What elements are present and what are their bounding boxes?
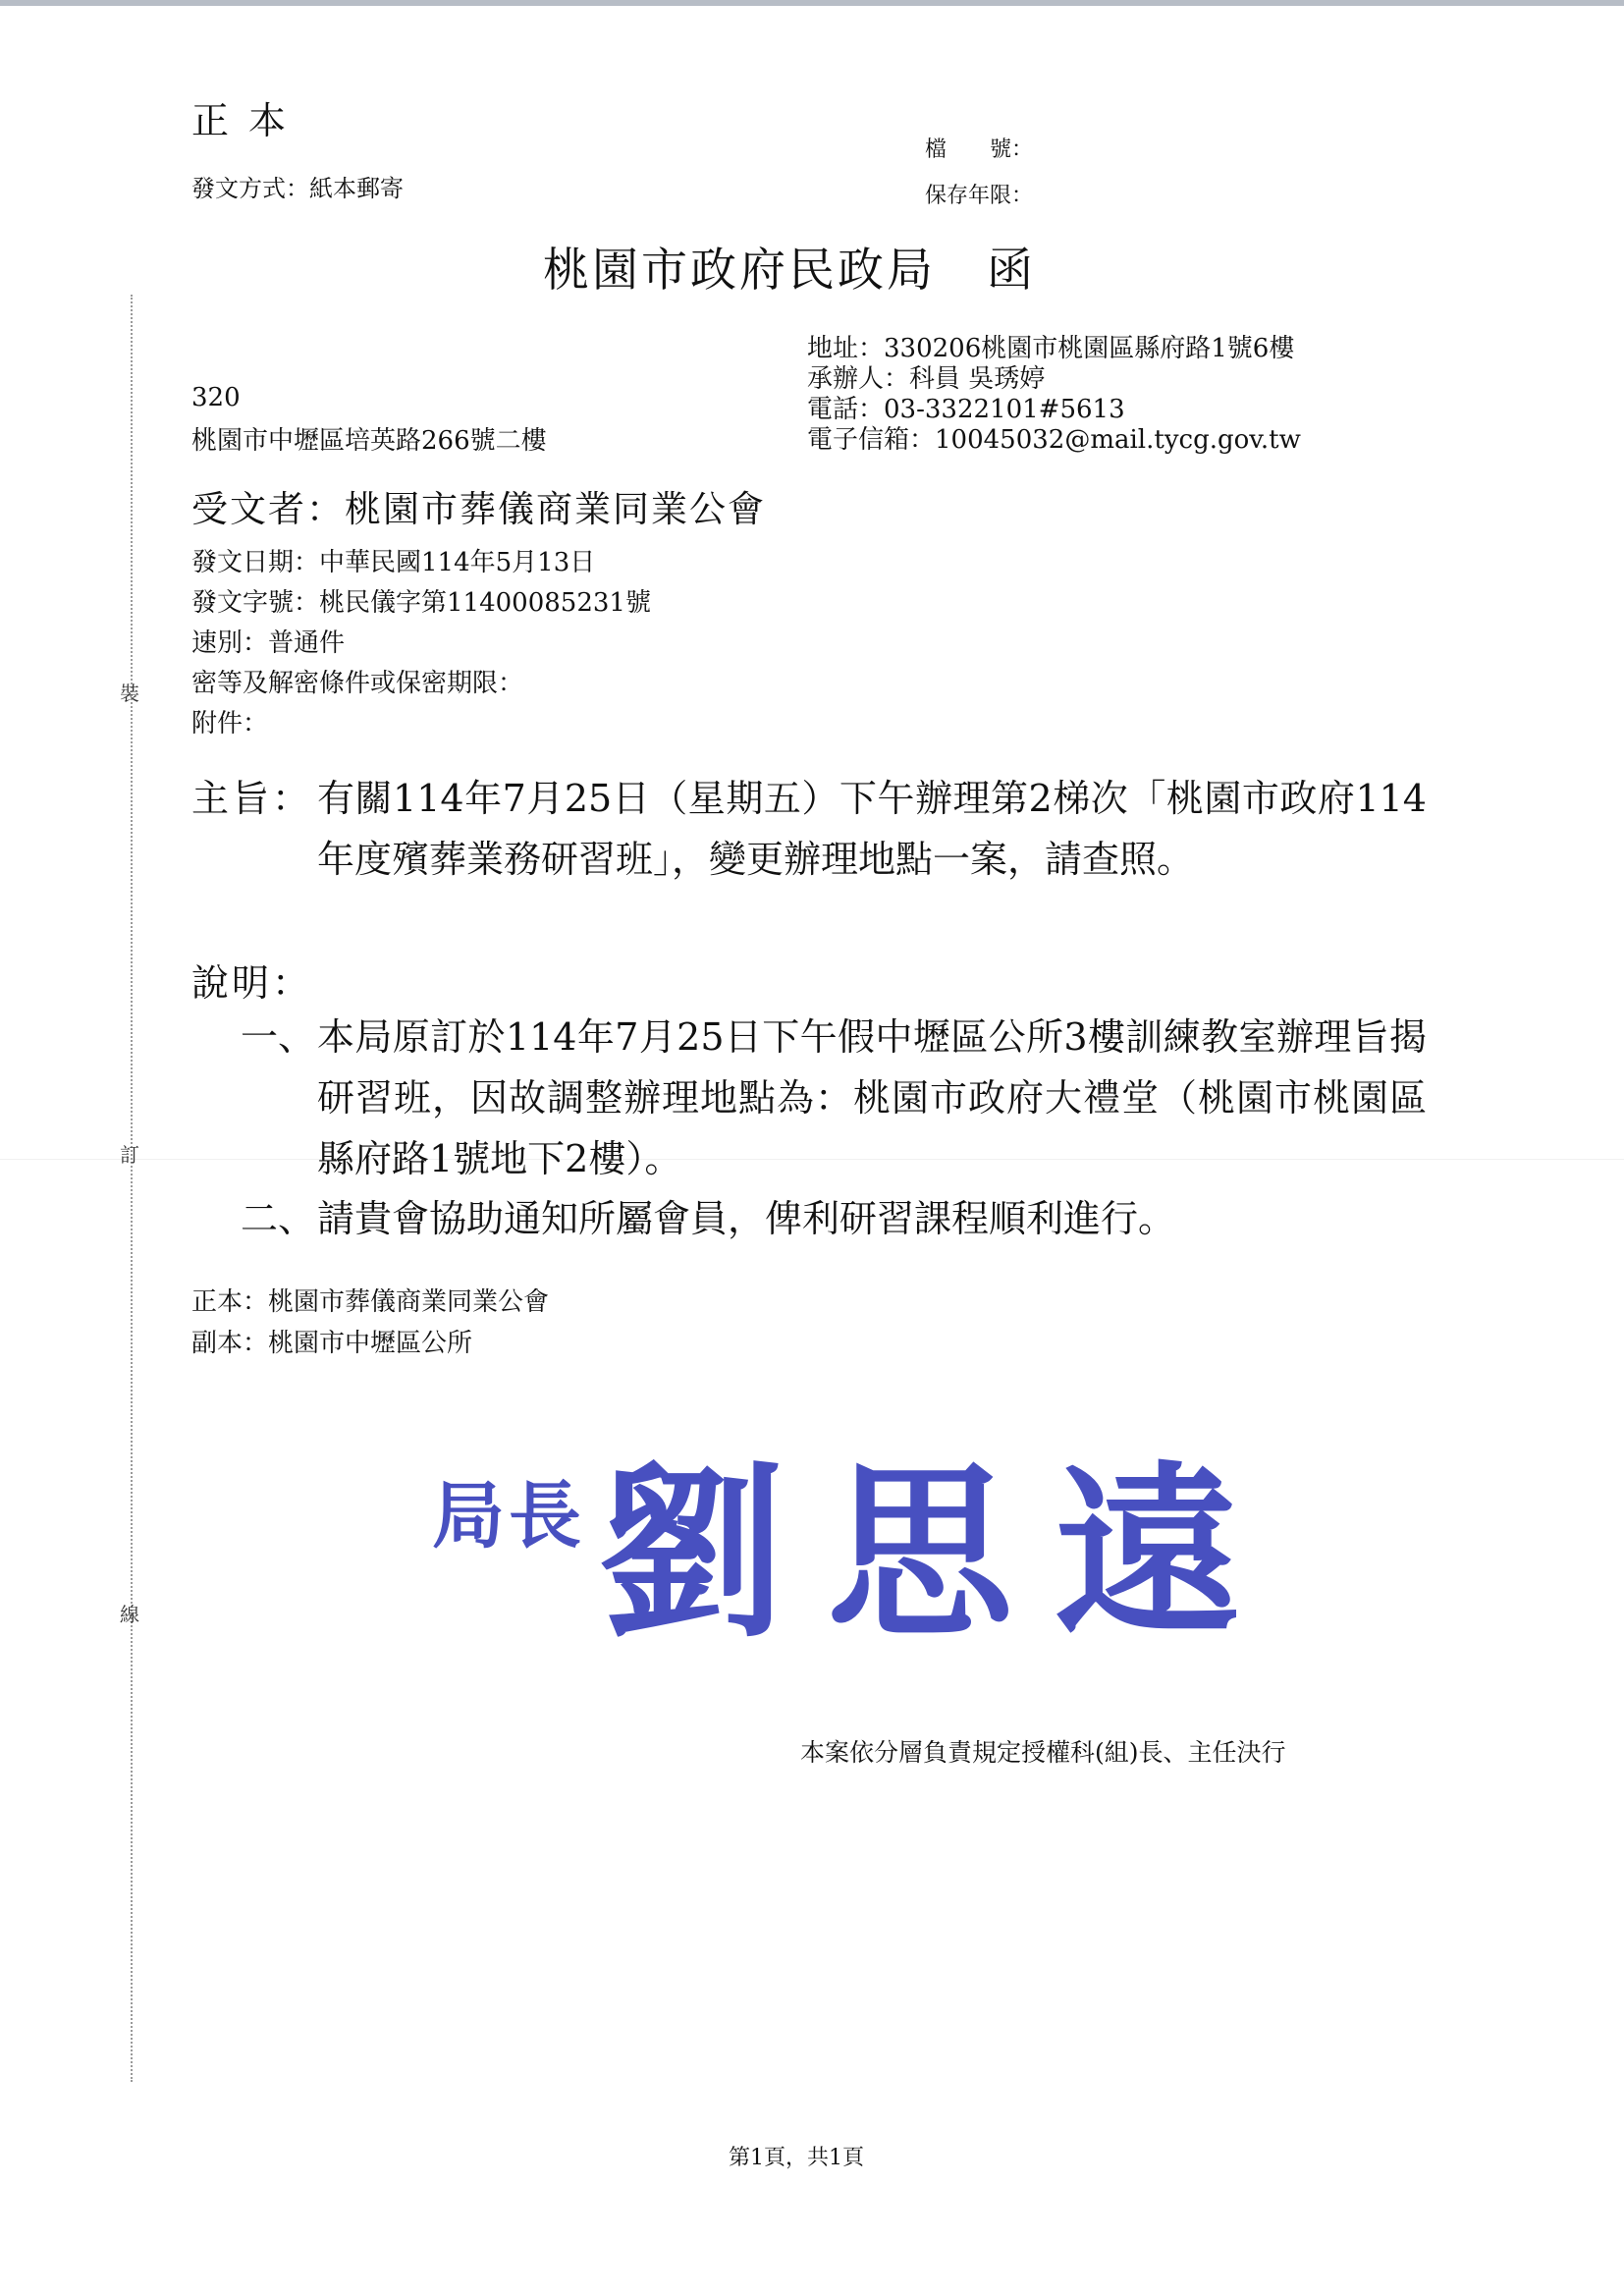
seal-name: 劉思遠 xyxy=(599,1444,1283,1663)
explanation-item-text: 本局原訂於114年7月25日下午假中壢區公所3樓訓練教室辦理旨揭研習班，因故調整辦理地點為：桃園市政府大禮堂（桃園市桃園區縣府路1號地下2樓）。 xyxy=(317,1015,1427,1180)
original-recipient: 正本：桃園市葬儀商業同業公會 xyxy=(191,1287,550,1317)
delegation-note: 本案依分層負責規定授權科(組)長、主任決行 xyxy=(800,1738,1286,1767)
binding-mark-xian: 線 xyxy=(120,1603,139,1626)
document-form: 函 xyxy=(987,244,1036,298)
recipient: 受文者：桃園市葬儀商業同業公會 xyxy=(191,488,766,530)
issue-date: 發文日期：中華民國114年5月13日 xyxy=(191,548,596,577)
subject-label: 主旨： xyxy=(191,777,313,820)
binding-mark-zhuang: 裝 xyxy=(120,682,139,705)
file-number-label: 檔 號： xyxy=(925,137,1034,162)
send-method: 發文方式：紙本郵寄 xyxy=(191,175,404,202)
explanation-label: 說明： xyxy=(191,961,313,1005)
retention-period-label: 保存年限： xyxy=(925,184,1034,208)
secrecy-level: 密等及解密條件或保密期限： xyxy=(191,669,524,698)
sender-address: 地址：330206桃園市桃園區縣府路1號6樓 xyxy=(807,334,1295,363)
explanation-item-number: 二、 xyxy=(241,1197,316,1240)
explanation-item-text: 請貴會協助通知所屬會員，俾利研習課程順利進行。 xyxy=(317,1197,1176,1240)
document-number: 發文字號：桃民儀字第11400085231號 xyxy=(191,588,651,618)
subject-text: 有關114年7月25日（星期五）下午辦理第2梯次「桃園市政府114年度殯葬業務研習班」，變更辦理地點一案，請查照。 xyxy=(317,777,1427,881)
scan-top-edge xyxy=(0,0,1624,6)
document-title xyxy=(543,234,1036,300)
recipient-address: 桃園市中壢區培英路266號二樓 xyxy=(191,426,547,456)
agency-name: 桃園市政府民政局 xyxy=(543,244,936,298)
binding-dotted-line xyxy=(131,295,133,2082)
delivery-speed: 速別：普通件 xyxy=(191,628,346,658)
explanation-item-number: 一、 xyxy=(241,1015,316,1059)
seal-title: 局長 xyxy=(432,1474,585,1558)
binding-mark-ding: 訂 xyxy=(120,1143,139,1167)
phone-number: 電話：03-3322101#5613 xyxy=(807,395,1125,424)
recipient-zip: 320 xyxy=(191,383,241,412)
attachment-label: 附件： xyxy=(191,709,269,738)
copy-type-label: 正本 xyxy=(191,99,306,142)
page-number: 第1頁，共1頁 xyxy=(729,2146,864,2170)
handler-name: 承辦人：科員 吳琇婷 xyxy=(807,364,1046,394)
distribution-list xyxy=(191,1282,549,1364)
sender-contact-block xyxy=(807,334,1301,456)
document-meta xyxy=(191,543,651,744)
copy-recipient: 副本：桃園市中壢區公所 xyxy=(191,1329,473,1358)
email-address: 電子信箱：10045032@mail.tycg.gov.tw xyxy=(807,425,1301,455)
